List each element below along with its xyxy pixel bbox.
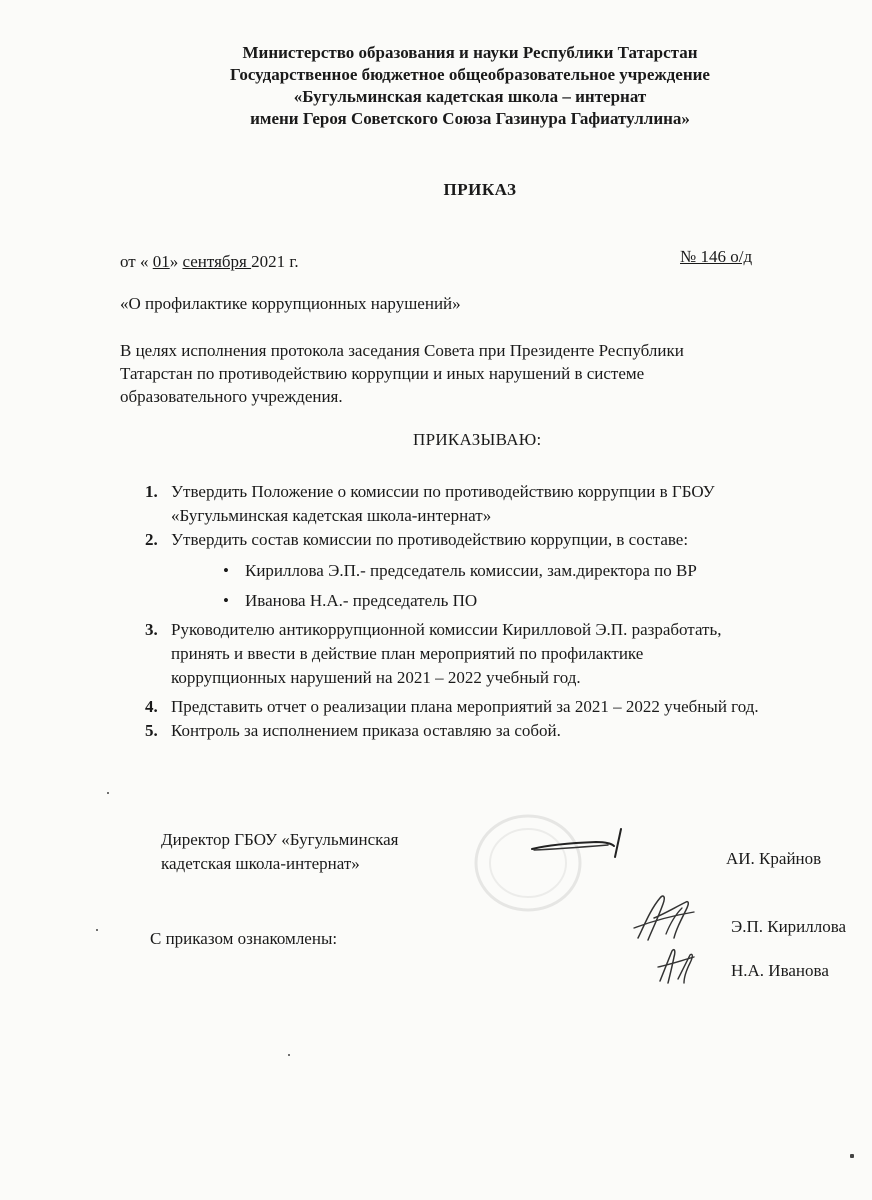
header-line-school-name: «Бугульминская кадетская школа – интернат	[293, 87, 647, 106]
order-item	[145, 695, 865, 719]
acquaintance-label: С приказом ознакомлены:	[150, 929, 338, 948]
director-title	[161, 828, 398, 876]
order-item	[145, 528, 865, 616]
item-number: 1.	[145, 482, 158, 501]
scan-speck	[850, 1154, 854, 1158]
item-text-line: «Бугульминская кадетская школа-интернат»	[171, 506, 492, 525]
order-subject: «О профилактике коррупционных нарушений»	[120, 294, 461, 313]
commission-member: • Иванова Н.А.- председатель ПО	[219, 586, 865, 616]
preamble	[120, 339, 840, 408]
commission-member: • Кириллова Э.П.- председатель комиссии, зам.директора по ВР	[219, 556, 865, 586]
item-text-line: Представить отчет о реализации плана мероприятий за 2021 – 2022 учебный год.	[171, 697, 759, 716]
preamble-line: образовательного учреждения.	[120, 387, 343, 406]
item-text-line: коррупционных нарушений на 2021 – 2022 учебный год.	[171, 668, 581, 687]
director-name: АИ. Крайнов	[726, 849, 822, 868]
director-title-line: кадетская школа-интернат»	[161, 854, 360, 873]
order-item	[145, 719, 865, 743]
date-day: 01	[152, 252, 170, 271]
header-line-institution-type: Государственное бюджетное общеобразовательное учреждение	[230, 65, 710, 84]
order-item	[145, 480, 865, 528]
director-signature-icon	[528, 823, 628, 863]
number-prefix: №	[680, 247, 701, 266]
item-text-line: Руководителю антикоррупционной комиссии Кирилловой Э.П. разработать,	[171, 620, 722, 639]
item-text-line: Утвердить состав комиссии по противодействию коррупции, в составе:	[171, 530, 689, 549]
scan-speck	[288, 1054, 290, 1056]
organization-header	[150, 42, 790, 130]
item-text-line: принять и ввести в действие план мероприятий по профилактике	[171, 644, 644, 663]
item-number: 3.	[145, 620, 158, 639]
header-line-named-after: имени Героя Советского Союза Газинура Гафиатуллина»	[250, 109, 690, 128]
document-title: ПРИКАЗ	[443, 180, 517, 199]
item-number: 4.	[145, 697, 158, 716]
item-text-line: Контроль за исполнением приказа оставляю за собой.	[171, 721, 561, 740]
scan-speck	[96, 929, 98, 931]
scan-speck	[107, 792, 109, 794]
preamble-line: Татарстан по противодействию коррупции и иных нарушений в системе	[120, 364, 645, 383]
order-date	[120, 252, 299, 272]
director-title-line: Директор ГБОУ «Бугульминская	[161, 830, 399, 849]
ivanova-signature-icon	[654, 945, 700, 987]
item-number: 2.	[145, 530, 158, 549]
preamble-line: В целях исполнения протокола заседания Совета при Президенте Республики	[120, 341, 684, 360]
acquainted-person: Э.П. Кириллова	[731, 917, 847, 936]
date-prefix: от «	[120, 252, 153, 271]
order-number	[680, 247, 752, 267]
item-number: 5.	[145, 721, 158, 740]
item-text-line: Утвердить Положение о комиссии по противодействию коррупции в ГБОУ	[171, 482, 715, 501]
header-line-ministry: Министерство образования и науки Республики Татарстан	[242, 43, 698, 62]
kirillova-signature-icon	[630, 888, 700, 948]
commission-members-list	[219, 556, 865, 616]
order-items-list	[145, 480, 865, 743]
number-value: 146 о/д	[700, 247, 753, 266]
acquainted-person: Н.А. Иванова	[731, 961, 829, 980]
date-suffix: 2021 г.	[251, 252, 299, 271]
date-mid: »	[169, 252, 183, 271]
order-item	[145, 618, 865, 690]
date-month: сентября	[182, 252, 252, 271]
decree-heading: ПРИКАЗЫВАЮ:	[413, 430, 542, 449]
